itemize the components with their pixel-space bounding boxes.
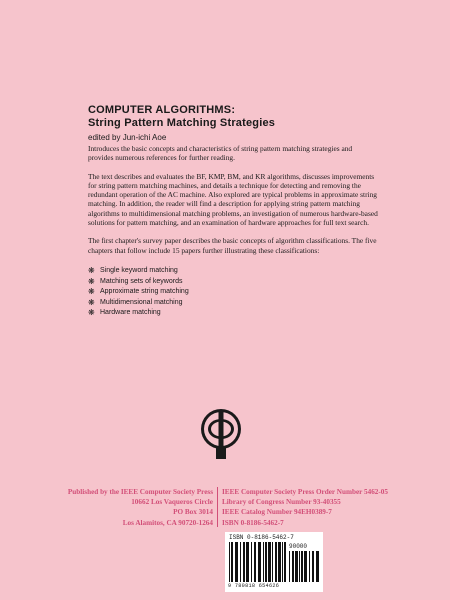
bullet-icon: ❋ [88,266,95,275]
barcode-ean-digits: 9 780818 654626 [228,583,280,589]
bullet-icon: ❋ [88,276,95,286]
title-block [88,104,388,142]
bullet-icon: ❋ [88,297,95,307]
book-title-line1: COMPUTER ALGORITHMS: [88,104,236,116]
barcode [225,532,323,592]
description [88,144,378,264]
paragraph-intro: Introduces the basic concepts and characteristics of string pattern matching strategies and provides numerous references for further reading. [88,144,353,163]
bullet-icon: ❋ [88,287,95,297]
publisher-address: Published by the IEEE Computer Society Press 10662 Los Vaqueros Circle PO Box 3014 Los Alamitos, CA 90720-1264 [67,488,213,527]
paragraph-classifications: The first chapter's survey paper describes the basic concepts of algorithm classifications. The five chapters that follow include 15 papers further illustrating these classifications: [88,236,377,255]
list-item: ❋ Single keyword matching [88,266,178,275]
catalog-numbers: IEEE Computer Society Press Order Number 5462-05 Library of Congress Number 93-40355 IEEE Catalog Number 94EH0389-7 ISBN 0-8186-5462-7 [222,488,388,527]
paragraph-details: The text describes and evaluates the BF, KMP, BM, and KR algorithms, discusses improvements for string pattern matching machines, and details a technique for detecting and removing the redundant operation of the AC machine. Also explored are typical problems in approximate string matching. In addition, the reader will find a description for applying string pattern matching algorithms to multidimensional matching problems, an investigation of numerous hardware-based solutions for pattern matching, and an examination of hardware approaches for full text search. [88,171,378,228]
classification-list [88,266,189,319]
bullet-icon: ❋ [88,308,95,318]
list-item: ❋ Matching sets of keywords [88,276,183,286]
list-item: ❋ Approximate string matching [88,287,189,297]
editor-credit: edited by Jun-ichi Aoe [88,133,167,142]
list-item: ❋ Hardware matching [88,308,161,318]
barcode-isbn-label: ISBN 0-8186-5462-7 [229,534,294,541]
barcode-price-code: 90000 [289,543,308,550]
ieee-computer-society-logo [200,408,242,463]
list-item: ❋ Multidimensional matching [88,297,183,307]
barcode-addon-bars [289,551,319,582]
book-title-line2: String Pattern Matching Strategies [88,117,276,129]
divider [217,487,218,527]
barcode-bars [229,542,287,582]
